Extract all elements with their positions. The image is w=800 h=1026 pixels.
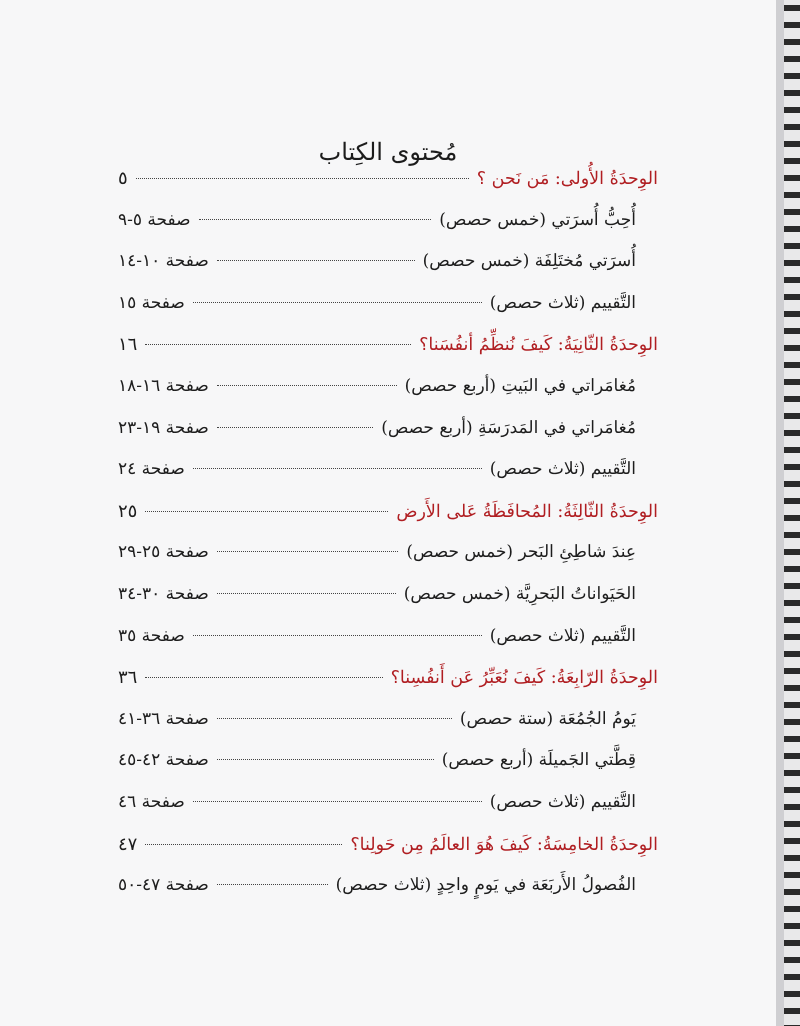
dot-leader: [199, 219, 432, 220]
toc-row-lesson: [118, 584, 658, 626]
toc-row-lesson: [118, 251, 658, 293]
toc-unit-label: الوِحدَةُ الأُولى: مَن نَحن ؟: [476, 169, 658, 189]
dot-leader: [145, 844, 342, 845]
toc-page-range: صفحة ١٩-٢٣: [118, 417, 209, 438]
toc-page-number: ٣٦: [118, 667, 138, 689]
toc-row-lesson: [118, 459, 658, 501]
dot-leader: [193, 302, 482, 303]
dot-leader: [217, 385, 397, 386]
toc-row-lesson: [118, 875, 658, 917]
toc-page-range: صفحة ١٠-١٤: [118, 251, 209, 272]
toc-page-range: صفحة ٣٠-٣٤: [118, 583, 209, 604]
toc-row-lesson: [118, 750, 658, 792]
toc-unit-label: الوِحدَةُ الثّالِثَةُ: المُحافَظَةُ عَلى الأَرض: [396, 501, 658, 522]
dot-leader: [136, 178, 469, 179]
toc-page-number: ٢٥: [118, 500, 138, 522]
toc-row-lesson: [118, 376, 658, 418]
toc-lesson-label: الفُصولُ الأَربَعَة في يَومٍ واحِدٍ (ثلاث حصص): [335, 875, 636, 896]
dot-leader: [217, 593, 396, 594]
toc-unit-label: الوِحدَةُ الرّابِعَةُ: كَيفَ نُعَبِّرُ عَن أَنفُسِنا؟: [390, 668, 658, 689]
toc-row-lesson: [118, 210, 658, 252]
toc-page-range: صفحة ٤٦: [118, 791, 185, 812]
toc-lesson-label: أُسرَتي مُختَلِفَة (خمس حصص): [422, 251, 636, 272]
toc-lesson-label: التَّقييم (ثلاث حصص): [489, 292, 636, 313]
toc-page-range: صفحة ٣٦-٤١: [118, 708, 209, 729]
toc-row-unit-1: [118, 168, 658, 210]
toc-page-number: ٥: [118, 168, 128, 189]
toc-page-range: صفحة ٤٢-٤٥: [118, 750, 209, 771]
toc-row-unit-5: [118, 834, 658, 876]
dot-leader: [193, 635, 482, 636]
toc-page-range: صفحة ٢٤: [118, 459, 185, 480]
spiral-binding: [776, 0, 800, 1026]
dot-leader: [145, 344, 411, 345]
toc-lesson-label: يَومُ الجُمُعَة (ستة حصص): [459, 708, 636, 729]
toc-row-lesson: [118, 418, 658, 460]
toc-row-lesson: [118, 626, 658, 668]
toc-unit-label: الوِحدَةُ الخامِسَةُ: كَيفَ هُوَ العالَمُ مِن حَولِنا؟: [350, 834, 658, 855]
toc-lesson-label: قِطَّتي الجَميلَة (أربع حصص): [441, 750, 636, 771]
toc-row-unit-4: [118, 667, 658, 709]
toc-row-lesson: [118, 293, 658, 335]
toc-lesson-label: مُغامَراتي في المَدرَسَةِ (أربع حصص): [381, 417, 636, 438]
toc-row-unit-3: [118, 501, 658, 543]
dot-leader: [217, 551, 399, 552]
dot-leader: [217, 884, 328, 885]
toc-lesson-label: التَّقييم (ثلاث حصص): [489, 791, 636, 812]
toc-lesson-label: الحَيَواناتُ البَحرِيَّة (خمس حصص): [403, 583, 636, 604]
dot-leader: [145, 677, 382, 678]
toc-lesson-label: مُغامَراتي في البَيتِ (أربع حصص): [404, 375, 636, 396]
toc-page-range: صفحة ٢٥-٢٩: [118, 542, 209, 563]
dot-leader: [193, 468, 482, 469]
dot-leader: [145, 511, 388, 512]
toc-page-range: صفحة ٣٥: [118, 625, 185, 646]
toc-page-range: صفحة ٥-٩: [118, 209, 191, 230]
toc-page-range: صفحة ١٦-١٨: [118, 375, 209, 396]
toc-page-number: ٤٧: [118, 833, 138, 855]
dot-leader: [217, 759, 434, 760]
table-of-contents: [118, 168, 658, 917]
dot-leader: [193, 801, 482, 802]
toc-page-number: ١٦: [118, 334, 138, 356]
dot-leader: [217, 427, 373, 428]
toc-lesson-label: التَّقييم (ثلاث حصص): [489, 459, 636, 480]
dot-leader: [217, 260, 415, 261]
page-title: مُحتوى الكِتاب: [318, 138, 458, 166]
toc-lesson-label: أُحِبُّ أُسرَتي (خمس حصص): [439, 209, 636, 230]
dot-leader: [217, 718, 452, 719]
toc-unit-label: الوِحدَةُ الثّانِيَةُ: كَيفَ نُنظِّمُ أنفُسَنا؟: [419, 335, 658, 356]
toc-row-lesson: [118, 792, 658, 834]
toc-page-range: صفحة ٤٧-٥٠: [118, 875, 209, 896]
toc-lesson-label: التَّقييم (ثلاث حصص): [489, 625, 636, 646]
toc-row-lesson: [118, 709, 658, 751]
toc-page-range: صفحة ١٥: [118, 292, 185, 313]
toc-row-lesson: [118, 542, 658, 584]
toc-row-unit-2: [118, 334, 658, 376]
toc-lesson-label: عِندَ شاطِئِ البَحر (خمس حصص): [406, 542, 636, 563]
